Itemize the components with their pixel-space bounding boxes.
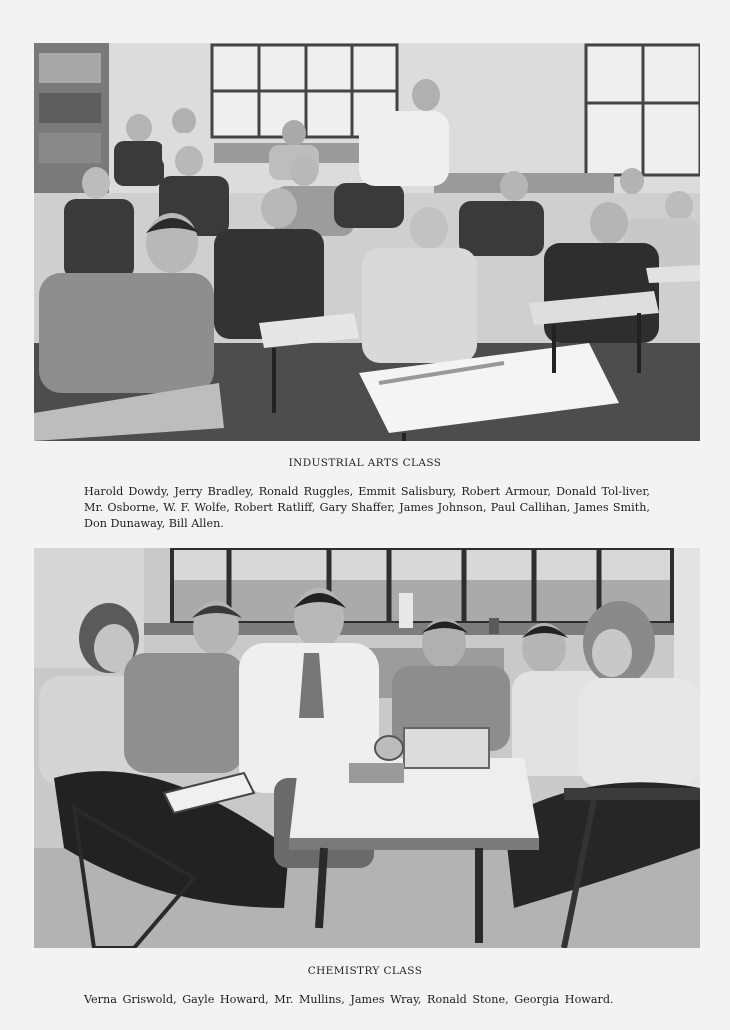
section-heading: INDUSTRIAL ARTS CLASS [288, 457, 442, 469]
caption-names: Harold Dowdy, Jerry Bradley, Ronald Ruggles, Emmit Salisbury, Robert Armour, Donald Tol-liver, Mr. Osborne, W. F. Wolfe, Robert Ratliff, Gary Shaffer, James Johnson, Paul Callihan, James Smith, Don Dunaway, Bill Allen. [84, 485, 650, 530]
industrial-arts-photo [34, 43, 700, 441]
section-heading: CHEMISTRY CLASS [307, 965, 423, 977]
chemistry-class-photo [34, 548, 700, 948]
caption-names: Verna Griswold, Gayle Howard, Mr. Mullins, James Wray, Ronald Stone, Georgia Howard. [84, 993, 614, 1006]
